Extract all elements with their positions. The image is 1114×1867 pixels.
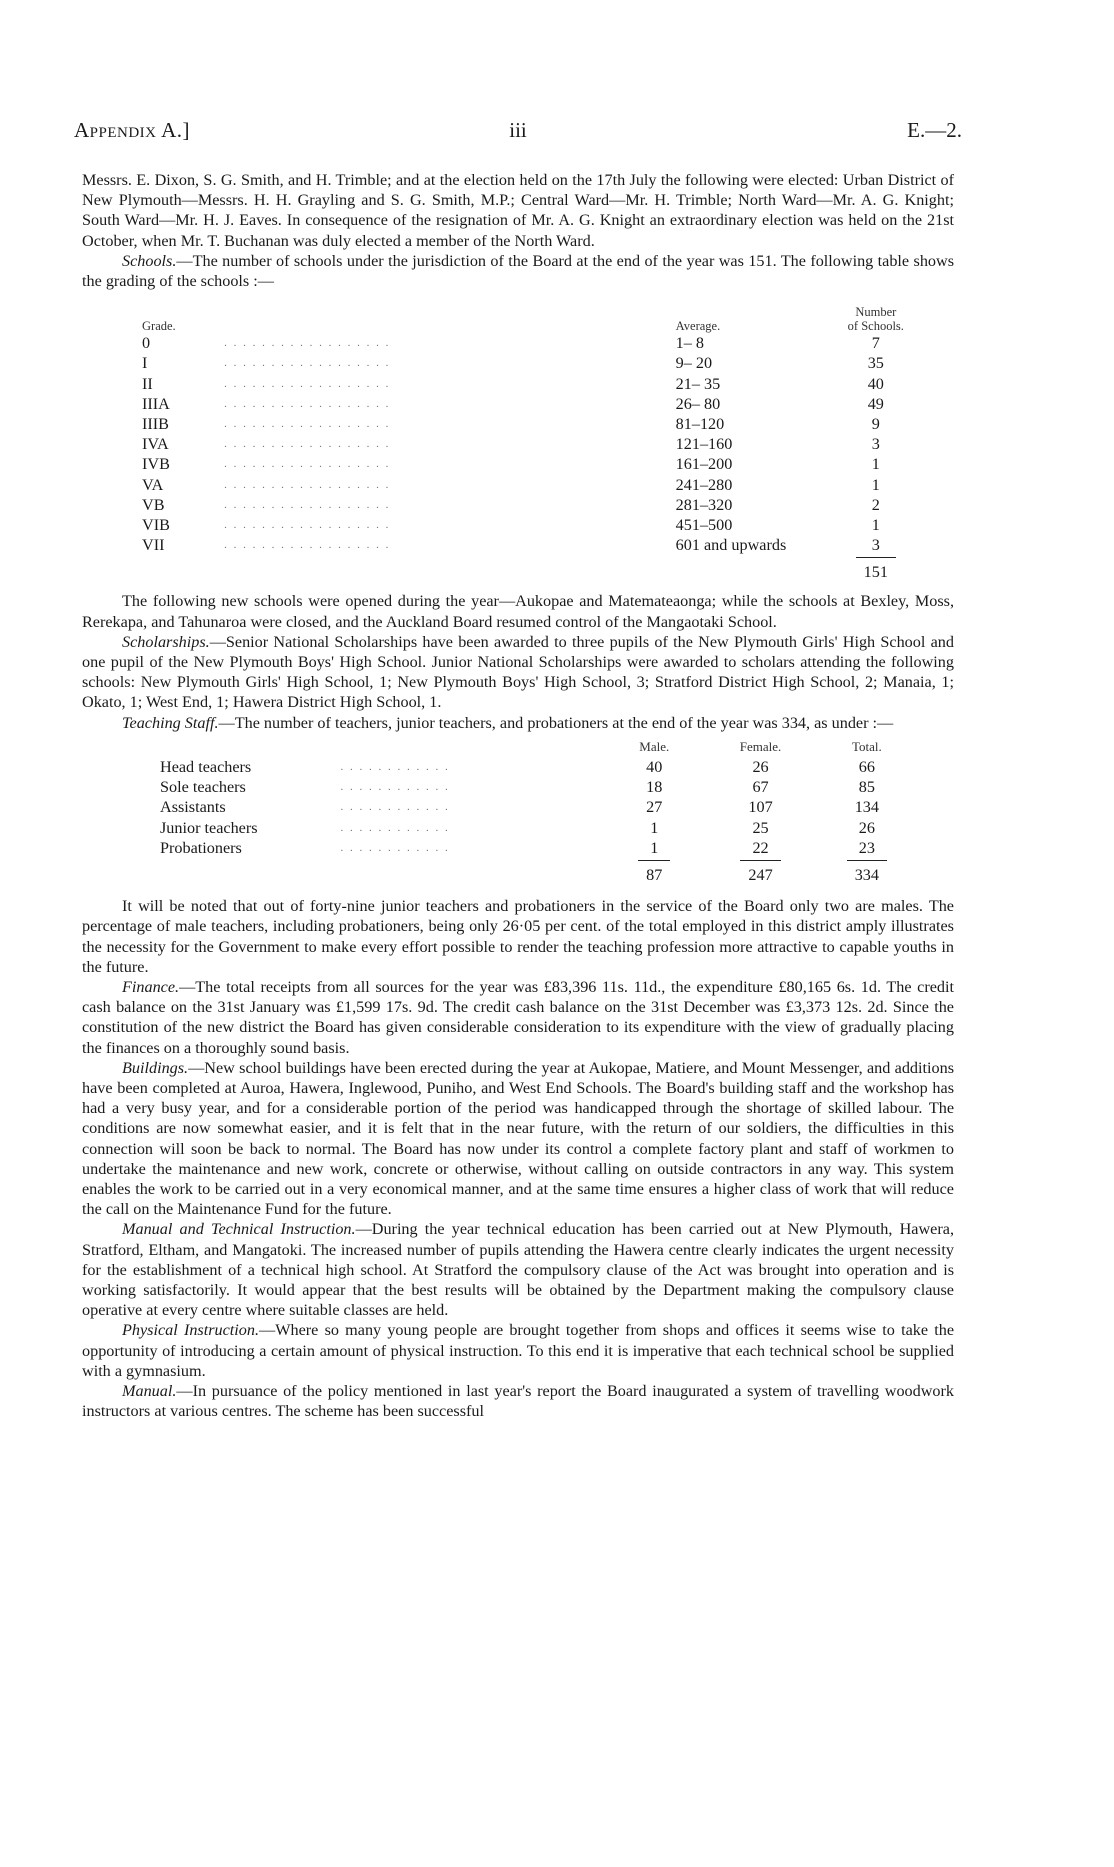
number-cell: 1 xyxy=(871,475,880,494)
table-row xyxy=(160,797,920,817)
female-cell: 67 xyxy=(752,778,769,797)
table-row xyxy=(142,475,922,495)
leader-dots: . . . . . . . . . . . . . . . . . . xyxy=(224,357,391,370)
grading-header-row xyxy=(142,297,922,333)
average-cell: 451–500 xyxy=(675,516,733,535)
female-cell: 26 xyxy=(752,758,769,777)
number-cell: 1 xyxy=(871,516,880,535)
male-cell: 27 xyxy=(646,798,663,817)
grade-cell: IIIB xyxy=(142,415,169,434)
table-row xyxy=(160,818,920,838)
scholarships-text: —Senior National Scholarships have been awarded to three pupils of the New Plymouth Girls' High School and one pupil of the New Plymouth Boys' High School. Junior National Scholarships were awarded to scholars attending the following schools: New Plymouth Girls' High School, 1; New Plymouth Boys' High School, 3; Stratford District High School, 2; Manaia, 1; Okato, 1; West End, 1; Hawera District High School, 1. xyxy=(82,632,954,712)
grade-column-header: Grade. xyxy=(142,319,176,334)
average-cell: 21– 35 xyxy=(675,374,721,393)
table-row xyxy=(142,454,922,474)
election-paragraph: Messrs. E. Dixon, S. G. Smith, and H. Trimble; and at the election held on the 17th July the following were elected: Urban District of New Plymouth—Messrs. H. H. Grayling and S. G. Smith, M.P.; Central Ward—Mr. H. Trimble; North Ward—Mr. A. G. Knight; South Ward—Mr. H. J. Eaves. In consequence of the resignation of Mr. A. G. Knight an extraordinary election was held on the 21st October, when Mr. T. Buchanan was duly elected a member of the North Ward. xyxy=(82,171,954,250)
leader-dots: . . . . . . . . . . . . xyxy=(340,821,450,834)
manual-technical-paragraph xyxy=(82,1219,954,1320)
male-cell: 18 xyxy=(646,778,663,797)
schools-text: —The number of schools under the jurisdiction of the Board at the end of the year was 151. The following table shows the grading of the schools :— xyxy=(82,251,954,291)
staff-label-cell: Sole teachers xyxy=(160,778,246,797)
report-body xyxy=(82,170,954,1421)
table-row xyxy=(160,838,920,858)
average-cell: 9– 20 xyxy=(675,354,713,373)
grading-rows xyxy=(142,333,922,583)
grading-total-row xyxy=(142,555,922,583)
average-column-header: Average. xyxy=(675,319,721,334)
number-header-line1: Number xyxy=(855,305,897,320)
leader-dots: . . . . . . . . . . . . . . . . . . xyxy=(224,458,391,471)
number-cell: 3 xyxy=(871,536,880,555)
staff-label-cell: Probationers xyxy=(160,838,242,857)
table-row xyxy=(142,535,922,555)
leader-dots: . . . . . . . . . . . . xyxy=(340,781,450,794)
table-row xyxy=(160,757,920,777)
buildings-paragraph xyxy=(82,1058,954,1220)
leader-dots: . . . . . . . . . . . . . . . . . . xyxy=(224,418,391,431)
staff-header-row xyxy=(160,737,920,757)
average-cell: 81–120 xyxy=(675,415,725,434)
number-cell: 49 xyxy=(867,394,884,413)
grade-cell: IVB xyxy=(142,455,170,474)
new-schools-paragraph: The following new schools were opened during the year—Aukopae and Matemateaonga; while the schools at Bexley, Moss, Rerekapa, and Tahunaroa were closed, and the Auckland Board resumed control of the Mangaotaki School. xyxy=(82,592,954,631)
schools-paragraph xyxy=(82,251,954,291)
male-teachers-paragraph: It will be noted that out of forty-nine junior teachers and probationers in the service of the Board only two are males. The percentage of male teachers, including probationers, being only 26·05 per cent. of the total employed in this district amply illustrates the necessity for the Government to make every effort possible to render the teaching profession more attractive to capable youths in the future. xyxy=(82,897,954,976)
leader-dots: . . . . . . . . . . . . xyxy=(340,801,450,814)
female-column-header: Female. xyxy=(739,738,782,754)
manual-text: —In pursuance of the policy mentioned in last year's report the Board inaugurated a system of travelling woodwork instructors at various centres. The scheme has been successful xyxy=(82,1381,954,1421)
manual-technical-text: —During the year technical education has been carried out at New Plymouth, Hawera, Stratford, Eltham, and Mangatoki. The increased number of pupils attending the Hawera centre clearly indicates the urgent necessity for the establishment of a technical high school. At Stratford the compulsory clause of the Act was brought into operation and is working satisfactorily. It would appear that the best results will be obtained by the Department making the compulsory clause operative at every centre where suitable classes are held. xyxy=(82,1220,954,1320)
leader-dots: . . . . . . . . . . . . . . . . . . xyxy=(224,478,391,491)
manual-technical-heading: Manual and Technical Instruction. xyxy=(122,1220,356,1239)
grade-cell: IVA xyxy=(142,435,169,454)
average-cell: 121–160 xyxy=(675,435,733,454)
finance-paragraph xyxy=(82,977,954,1058)
male-total: 87 xyxy=(638,860,670,885)
total-cell: 134 xyxy=(854,798,879,817)
grade-cell: 0 xyxy=(142,334,151,353)
table-row xyxy=(142,515,922,535)
leader-dots: . . . . . . . . . . . . . . . . . . xyxy=(224,397,391,410)
leader-dots: . . . . . . . . . . . . . . . . . . xyxy=(224,498,391,511)
leader-dots: . . . . . . . . . . . . xyxy=(340,761,450,774)
number-cell: 7 xyxy=(871,334,880,353)
female-cell: 25 xyxy=(752,818,769,837)
total-cell: 26 xyxy=(858,818,875,837)
finance-heading: Finance. xyxy=(122,977,180,996)
teaching-staff-paragraph xyxy=(82,713,954,733)
manual-paragraph xyxy=(82,1381,954,1421)
average-cell: 26– 80 xyxy=(675,394,721,413)
female-cell: 107 xyxy=(748,798,773,817)
table-row xyxy=(142,495,922,515)
grade-cell: VII xyxy=(142,536,165,555)
table-row xyxy=(142,333,922,353)
staff-label-cell: Junior teachers xyxy=(160,818,258,837)
number-cell: 3 xyxy=(871,435,880,454)
number-column-header xyxy=(830,297,922,333)
average-cell: 601 and upwards xyxy=(675,536,787,555)
grand-total: 334 xyxy=(847,860,887,885)
grade-cell: I xyxy=(142,354,148,373)
number-cell: 2 xyxy=(871,495,880,514)
female-cell: 22 xyxy=(752,838,769,857)
number-cell: 35 xyxy=(867,354,884,373)
average-cell: 161–200 xyxy=(675,455,733,474)
number-header-line2: of Schools. xyxy=(847,319,904,334)
document-code: E.—2. xyxy=(907,118,962,142)
table-row xyxy=(160,777,920,797)
table-row xyxy=(142,374,922,394)
table-row xyxy=(142,394,922,414)
schools-heading: Schools. xyxy=(122,251,177,270)
leader-dots: . . . . . . . . . . . . . . . . . . xyxy=(224,377,391,390)
average-cell: 241–280 xyxy=(675,475,733,494)
total-column-header: Total. xyxy=(851,738,882,754)
staff-rows xyxy=(160,757,920,888)
school-grading-table xyxy=(142,297,922,583)
schools-total: 151 xyxy=(856,557,896,582)
physical-instruction-paragraph xyxy=(82,1320,954,1381)
running-header xyxy=(74,118,962,148)
manual-heading: Manual. xyxy=(122,1381,177,1400)
appendix-label: Appendix A.] xyxy=(74,118,191,142)
page-number: iii xyxy=(509,118,527,142)
grade-cell: IIIA xyxy=(142,394,170,413)
grade-cell: VB xyxy=(142,495,165,514)
staff-total-row xyxy=(160,858,920,888)
leader-dots: . . . . . . . . . . . . . . . . . . xyxy=(224,539,391,552)
male-column-header: Male. xyxy=(639,738,670,754)
grade-cell: VA xyxy=(142,475,164,494)
physical-instruction-heading: Physical Instruction. xyxy=(122,1321,260,1340)
buildings-heading: Buildings. xyxy=(122,1058,189,1077)
total-cell: 85 xyxy=(858,778,875,797)
number-cell: 9 xyxy=(871,415,880,434)
number-cell: 1 xyxy=(871,455,880,474)
table-row xyxy=(142,434,922,454)
scholarships-paragraph xyxy=(82,632,954,713)
male-cell: 40 xyxy=(646,758,663,777)
staff-label-cell: Assistants xyxy=(160,798,226,817)
average-cell: 1– 8 xyxy=(675,334,704,353)
male-cell: 1 xyxy=(650,838,659,857)
leader-dots: . . . . . . . . . . . . . . . . . . xyxy=(224,438,391,451)
total-cell: 66 xyxy=(858,758,875,777)
grade-cell: VIB xyxy=(142,516,170,535)
physical-instruction-text: —Where so many young people are brought together from shops and offices it seems wise to take the opportunity of introducing a certain amount of physical instruction. To this end it is imperative that each technical school be supplied with a gymnasium. xyxy=(82,1321,955,1380)
scholarships-heading: Scholarships. xyxy=(122,632,210,651)
teaching-staff-text: —The number of teachers, junior teachers, and probationers at the end of the year was 334, as under :— xyxy=(218,713,894,732)
leader-dots: . . . . . . . . . . . . . . . . . . xyxy=(224,337,391,350)
leader-dots: . . . . . . . . . . . . . . . . . . xyxy=(224,519,391,532)
finance-text: —The total receipts from all sources for the year was £83,396 11s. 11d., the expenditure £80,165 6s. 1d. The credit cash balance on the 31st January was £1,599 17s. 9d. The credit cash balance on the 31st December was £3,373 12s. 2d. Since the constitution of the new district the Board has given considerable consideration to its expenditure with the view of gradually placing the finances on a thoroughly sound basis. xyxy=(82,977,954,1057)
buildings-text: —New school buildings have been erected during the year at Aukopae, Matiere, and Mount Messenger, and additions have been completed at Auroa, Hawera, Inglewood, Puniho, and West End Schools. The Board's building staff and the workshop has had a very busy year, and for a considerable portion of the period was handicapped through the shortage of skilled labour. The conditions are now somewhat easier, and it is felt that in the near future, with the return of our soldiers, the difficulties in this connection will soon be back to normal. The Board has now under its control a complete factory plant and staff of workmen to undertake the maintenance and new work, concrete or otherwise, without calling on outside contractors in any way. This system enables the work to be carried out in a very economical manner, and at the same time ensures a higher class of work that will reduce the call on the Maintenance Fund for the future. xyxy=(82,1058,954,1219)
leader-dots: . . . . . . . . . . . . xyxy=(340,841,450,854)
staff-label-cell: Head teachers xyxy=(160,758,252,777)
average-cell: 281–320 xyxy=(675,495,733,514)
teaching-staff-heading: Teaching Staff. xyxy=(122,713,219,732)
total-cell: 23 xyxy=(858,838,875,857)
table-row xyxy=(142,414,922,434)
female-total: 247 xyxy=(740,860,780,885)
number-cell: 40 xyxy=(867,374,884,393)
grade-cell: II xyxy=(142,374,153,393)
male-cell: 1 xyxy=(650,818,659,837)
teaching-staff-table xyxy=(160,737,920,888)
table-row xyxy=(142,353,922,373)
